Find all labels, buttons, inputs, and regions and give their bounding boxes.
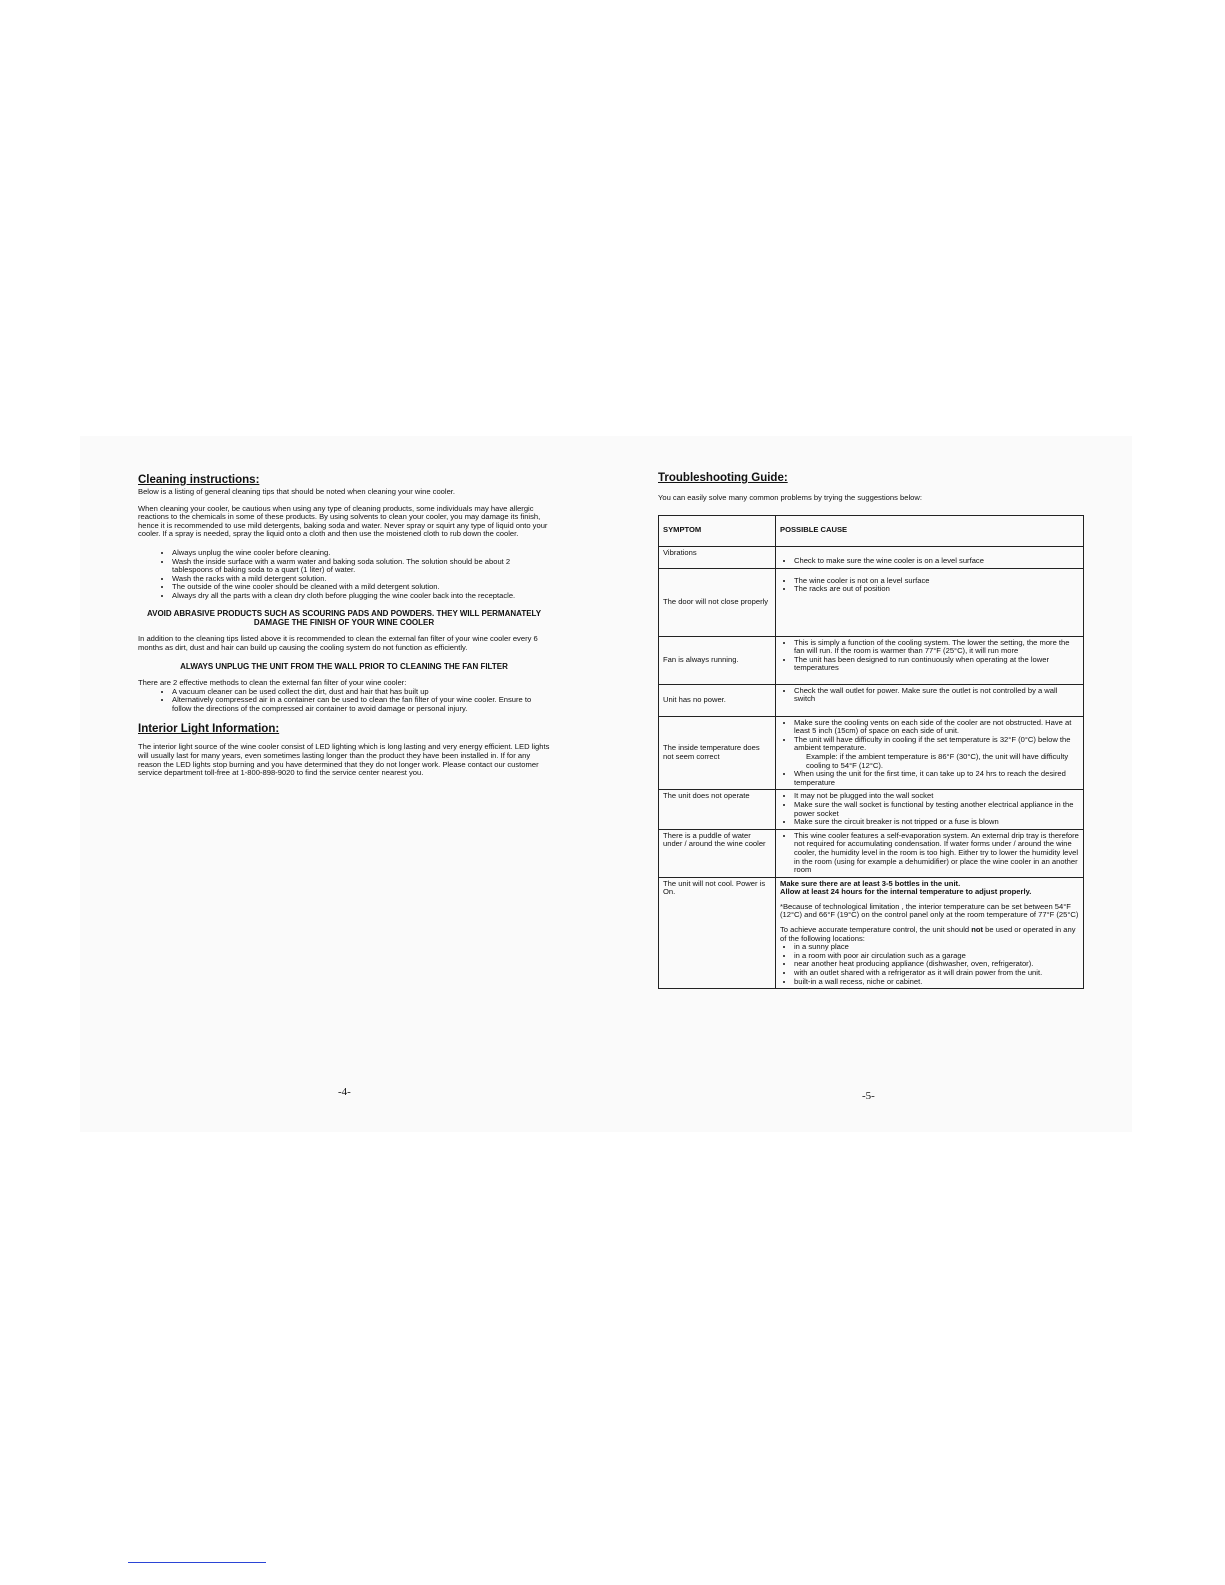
list-item: • Make sure the cooling vents on each side of the cooler are not obstructed. Have at least 5 inch (15cm) of space on each side of unit. [794, 719, 1079, 736]
cause-cell [776, 716, 1084, 790]
fan-filter-text: In addition to the cleaning tips listed above it is recommended to clean the external fan filter of your wine cooler every 6 months as dirt, dust and hair can build up causing the cooling system do not function as efficiently. [138, 634, 538, 652]
table-row [659, 790, 1084, 829]
list-item: • Always dry all the parts with a clean dry cloth before plugging the wine cooler back into the receptacle. [172, 592, 550, 601]
list-item: • Alternatively compressed air in a container can be used to clean the fan filter of your wine cooler. Ensure to follow the directions of the compressed air container to avoid damage or personal injury. [172, 696, 550, 713]
cleaning-title: Cleaning instructions: [138, 474, 260, 486]
list-item: • built-in a wall recess, niche or cabinet. [794, 978, 1079, 987]
list-item: • near another heat producing appliance (dishwasher, oven, refrigerator). [794, 960, 1079, 969]
example-text: Example: if the ambient temperature is 86°F (30°C), the unit will have difficulty cooling to 54°F (12°C). [806, 751, 1069, 770]
cause-cell [776, 568, 1084, 636]
cause-cell [776, 829, 1084, 877]
left-page [138, 474, 550, 785]
list-item: • with an outlet shared with a refrigerator as it will drain power from the unit. [794, 969, 1079, 978]
table-row [659, 716, 1084, 790]
locations-intro-text: To achieve accurate temperature control, the unit should [780, 925, 972, 935]
list-item: • Always unplug the wine cooler before cleaning. [172, 549, 550, 558]
cleaning-tips-list [138, 549, 550, 601]
cleaning-intro: Below is a listing of general cleaning tips that should be noted when cleaning your wine cooler. [138, 487, 456, 496]
cleaning-caution: When cleaning your cooler, be cautious when using any type of cleaning products, some individuals may have allergic reactions to the chemicals in some of these products. By using solvents to clean your cooler, you may damage its finish, hence it is recommended to use mild detergents, baking soda and water. Never spray or squirt any type of liquid onto your cooler. If a spray is needed, spray the liquid onto a cloth and then use the moistened cloth to rub down the cooler. [138, 503, 548, 539]
list-item: • Wash the racks with a mild detergent solution. [172, 575, 550, 584]
list-item [794, 736, 1079, 770]
list-item: • The wine cooler is not on a level surface [794, 577, 1079, 586]
list-item: • in a sunny place [794, 943, 1079, 952]
locations-intro-text-2: be used or operated in any of the following locations: [780, 925, 1076, 943]
symptom-cell: Unit has no power. [659, 684, 776, 716]
methods-intro: There are 2 effective methods to clean the external fan filter of your wine cooler: [138, 677, 407, 687]
symptom-cell: The door will not close properly [659, 568, 776, 636]
list-item: • Check to make sure the wine cooler is on a level surface [794, 557, 1079, 566]
list-item: • It may not be plugged into the wall socket [794, 792, 1079, 801]
list-item: • A vacuum cleaner can be used collect the dirt, dust and hair that has built up [172, 688, 550, 697]
table-header-row [659, 515, 1084, 546]
footer-link-underline [128, 1562, 266, 1563]
temperature-limitation-note: *Because of technological limitation , the interior temperature can be set between 54°F (12°C) and 66°F (19°C) on the control panel only at the room temperature of 77°F (25°C) [780, 901, 1079, 920]
bottles-note: Make sure there are at least 3-5 bottles in the unit. [780, 878, 961, 888]
interior-light-title: Interior Light Information: [138, 723, 280, 736]
table-row [659, 568, 1084, 636]
symptom-cell: The unit will not cool. Power is On. [659, 877, 776, 989]
cause-header: POSSIBLE CAUSE [776, 515, 1084, 546]
cause-cell [776, 636, 1084, 684]
list-item: • Check the wall outlet for power. Make sure the outlet is not controlled by a wall switch [794, 687, 1079, 704]
table-row [659, 546, 1084, 568]
list-item: • Wash the inside surface with a warm water and baking soda solution. The solution should be about 2 tablespoons of baking soda to a quart (1 liter) of water. [172, 558, 550, 575]
symptom-cell: There is a puddle of water under / around the wine cooler [659, 829, 776, 877]
list-item: • The racks are out of position [794, 585, 1079, 594]
cause-cell [776, 790, 1084, 829]
list-item: • The outside of the wine cooler should be cleaned with a mild detergent solution. [172, 583, 550, 592]
abrasive-warning: AVOID ABRASIVE PRODUCTS SUCH AS SCOURING PADS AND POWDERS. THEY WILL PERMANATELY DAMAGE THE FINISH OF YOUR WINE COOLER [146, 608, 542, 627]
cause-cell [776, 877, 1084, 989]
table-row [659, 684, 1084, 716]
adjust-note: Allow at least 24 hours for the internal temperature to adjust properly. [780, 887, 1032, 897]
list-item: • This is simply a function of the cooling system. The lower the setting, the more the fan will run. If the room is warmer than 77°F (25°C), it will run more [794, 639, 1079, 656]
locations-intro [780, 926, 1079, 943]
troubleshooting-intro: You can easily solve many common problems by trying the suggestions below: [658, 493, 922, 502]
troubleshooting-table [658, 515, 1084, 990]
cause-cell [776, 546, 1084, 568]
list-item: • in a room with poor air circulation such as a garage [794, 952, 1079, 961]
table-row [659, 877, 1084, 989]
symptom-cell: Vibrations [659, 546, 776, 568]
methods-list [138, 688, 550, 714]
cause-cell [776, 684, 1084, 716]
list-item-text: The unit will have difficulty in cooling if the set temperature is 32°F (0°C) below the ambient temperature. [794, 734, 1071, 753]
symptom-cell: The inside temperature does not seem correct [659, 716, 776, 790]
right-page [658, 472, 1084, 989]
interior-light-text: The interior light source of the wine cooler consist of LED lighting which is long lasting and very energy efficient. LED lights will usually last for many years, even sometimes lasting longer than the product they have been installed in. If for any reason the LED lights stop burning and you have determined that they do not longer work. Please contact our customer service department toll-free at 1-800-898-9020 to find the service center nearest you. [138, 742, 550, 778]
list-item: • The unit has been designed to run continuously when operating at the lower temperatures [794, 656, 1079, 673]
unplug-warning: ALWAYS UNPLUG THE UNIT FROM THE WALL PRIOR TO CLEANING THE FAN FILTER [180, 661, 508, 671]
list-item: • This wine cooler features a self-evaporation system. An external drip tray is therefore not required for accumulating condensation. If water forms under / around the wine cooler, the humidity level in the room is too high. Either try to lower the humidity level in the room (using for example a dehumidifier) or place the wine cooler in an another room [794, 832, 1079, 875]
emphasis-not: not [971, 925, 984, 935]
list-item: • Make sure the wall socket is functional by testing another electrical appliance in the power socket [794, 801, 1079, 818]
troubleshooting-title: Troubleshooting Guide: [658, 472, 788, 484]
symptom-header: SYMPTOM [659, 515, 776, 546]
symptom-cell: Fan is always running. [659, 636, 776, 684]
symptom-cell: The unit does not operate [659, 790, 776, 829]
list-item: • When using the unit for the first time, it can take up to 24 hrs to reach the desired temperature [794, 770, 1079, 787]
page-number-left: -4- [338, 1086, 351, 1098]
table-row [659, 829, 1084, 877]
list-item: • Make sure the circuit breaker is not tripped or a fuse is blown [794, 818, 1079, 827]
page-number-right: -5- [862, 1090, 875, 1102]
table-row [659, 636, 1084, 684]
